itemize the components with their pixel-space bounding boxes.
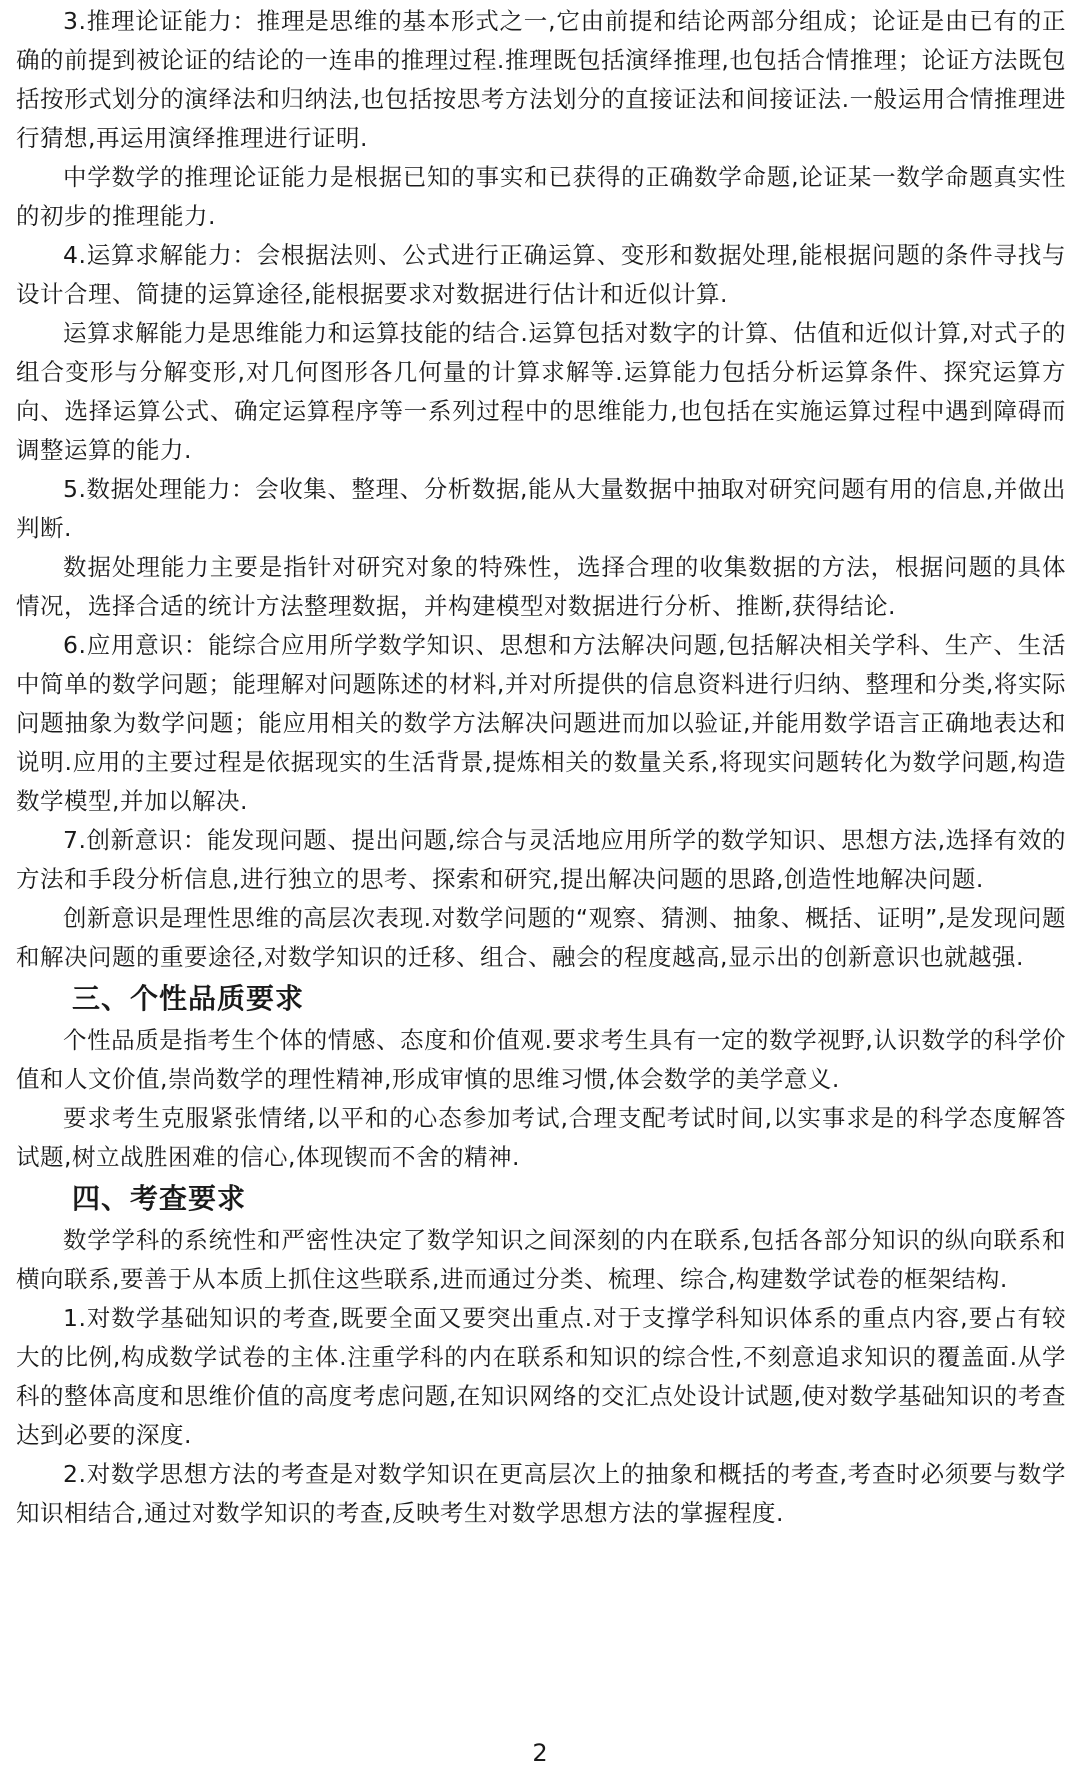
paragraph-calculation-detail: 运算求解能力是思维能力和运算技能的结合.运算包括对数字的计算、估值和近似计算,对式子的组合变形与分解变形,对几何图形各几何量的计算求解等.运算能力包括分析运算条件、探究运算方向、选择运算公式、确定运算程序等一系列过程中的思维能力,也包括在实施运算过程中遇到障碍而调整运算的能力. [16,319,1066,464]
paragraph-knowledge-structure: 数学学科的系统性和严密性决定了数学知识之间深刻的内在联系,包括各部分知识的纵向联系和横向联系,要善于从本质上抓住这些联系,进而通过分类、梳理、综合,构建数学试卷的框架结构. [16,1226,1066,1293]
paragraph-reasoning-ability: 3.推理论证能力：推理是思维的基本形式之一,它由前提和结论两部分组成；论证是由已有的正确的前提到被论证的结论的一连串的推理过程.推理既包括演绎推理,也包括合情推理；论证方法既包括按形式划分的演绎法和归纳法,也包括按思考方法划分的直接证法和间接证法.一般运用合情推理进行猜想,再运用演绎推理进行证明. [16,7,1066,152]
paragraph-reasoning-definition: 中学数学的推理论证能力是根据已知的事实和已获得的正确数学命题,论证某一数学命题真实性的初步的推理能力. [16,163,1066,230]
page-number: 2 [532,1739,548,1767]
section-heading-exam-requirements: 四、考查要求 [72,1182,247,1215]
paragraph-innovation-awareness: 7.创新意识：能发现问题、提出问题,综合与灵活地应用所学的数学知识、思想方法,选择有效的方法和手段分析信息,进行独立的思考、探索和研究,提出解决问题的思路,创造性地解决问题. [16,826,1066,893]
paragraph-thinking-methods: 2.对数学思想方法的考查是对数学知识在更高层次上的抽象和概括的考查,考查时必须要与数学知识相结合,通过对数学知识的考查,反映考生对数学思想方法的掌握程度. [16,1460,1066,1527]
document-page [16,0,1066,1533]
document-body [16,0,1066,1533]
paragraph-exam-attitude: 要求考生克服紧张情绪,以平和的心态参加考试,合理支配考试时间,以实事求是的科学态度解答试题,树立战胜困难的信心,体现锲而不舍的精神. [16,1104,1066,1171]
paragraph-basic-knowledge: 1.对数学基础知识的考查,既要全面又要突出重点.对于支撑学科知识体系的重点内容,要占有较大的比例,构成数学试卷的主体.注重学科的内在联系和知识的综合性,不刻意追求知识的覆盖面.从学科的整体高度和思维价值的高度考虑问题,在知识网络的交汇点处设计试题,使对数学基础知识的考查达到必要的深度. [16,1304,1066,1449]
paragraph-application-awareness: 6.应用意识：能综合应用所学数学知识、思想和方法解决问题,包括解决相关学科、生产、生活中简单的数学问题；能理解对问题陈述的材料,并对所提供的信息资料进行归纳、整理和分类,将实际问题抽象为数学问题；能应用相关的数学方法解决问题进而加以验证,并能用数学语言正确地表达和说明.应用的主要过程是依据现实的生活背景,提炼相关的数量关系,将现实问题转化为数学问题,构造数学模型,并加以解决. [16,631,1066,815]
paragraph-data-processing: 5.数据处理能力：会收集、整理、分析数据,能从大量数据中抽取对研究问题有用的信息,并做出判断. [16,475,1066,542]
paragraph-calculation-ability: 4.运算求解能力：会根据法则、公式进行正确运算、变形和数据处理,能根据问题的条件寻找与设计合理、简捷的运算途径,能根据要求对数据进行估计和近似计算. [16,241,1066,308]
paragraph-personal-quality: 个性品质是指考生个体的情感、态度和价值观.要求考生具有一定的数学视野,认识数学的科学价值和人文价值,崇尚数学的理性精神,形成审慎的思维习惯,体会数学的美学意义. [16,1026,1066,1093]
paragraph-innovation-detail: 创新意识是理性思维的高层次表现.对数学问题的“观察、猜测、抽象、概括、证明”,是发现问题和解决问题的重要途径,对数学知识的迁移、组合、融会的程度越高,显示出的创新意识也就越强. [16,904,1066,971]
paragraph-data-processing-detail: 数据处理能力主要是指针对研究对象的特殊性，选择合理的收集数据的方法，根据问题的具体情况，选择合适的统计方法整理数据，并构建模型对数据进行分析、推断,获得结论. [16,553,1066,620]
section-heading-personal-quality: 三、个性品质要求 [72,982,305,1015]
